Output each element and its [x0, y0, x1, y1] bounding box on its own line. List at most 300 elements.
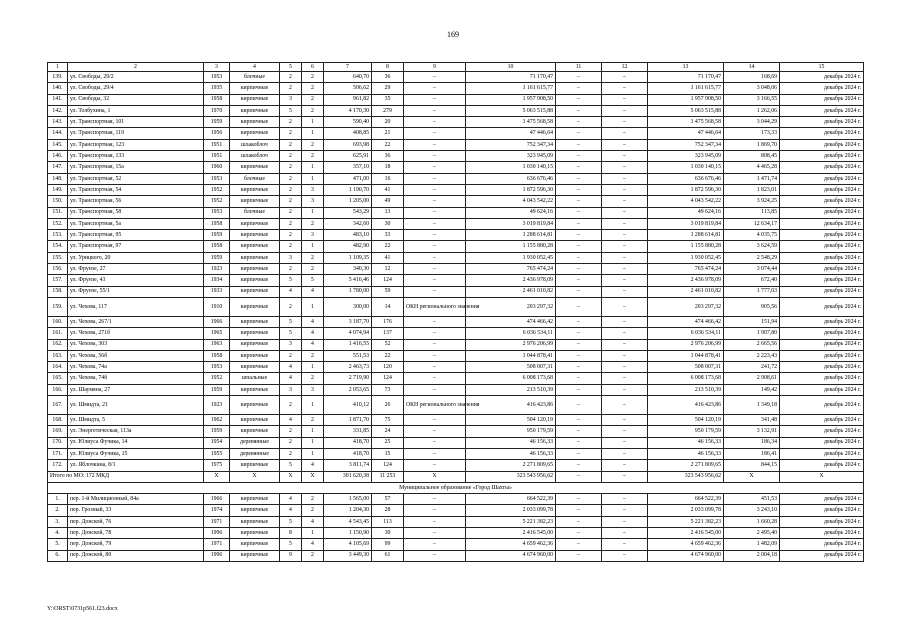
cell-col-2: ул. Свободы, 32	[68, 94, 204, 105]
cell-col-15: декабрь 2024 г.	[780, 373, 864, 384]
cell-col-3: 1971	[204, 539, 230, 550]
cell-col-2: пер. Донской, 76	[68, 516, 204, 527]
cell-col-3: 1965	[204, 328, 230, 339]
cell-col-1: 146.	[48, 151, 68, 162]
cell-col-1: 158.	[48, 286, 68, 297]
cell-col-7: 4 170,30	[324, 105, 372, 116]
cell-col-13: 2 976 206,99	[648, 339, 724, 350]
cell-col-9: –	[404, 139, 466, 150]
cell-col-7: 4 543,45	[324, 516, 372, 527]
cell-col-10: 664 522,39	[466, 494, 556, 505]
cell-col-11: –	[556, 241, 602, 252]
cell-col-14: 2 223,43	[724, 350, 780, 361]
cell-col-2: ул. Транспортная, 101	[68, 117, 204, 128]
cell-col-2: ул. Чехова, 74а	[68, 362, 204, 373]
cell-col-12: –	[602, 339, 648, 350]
cell-col-5: 4	[280, 415, 302, 426]
cell-col-4: блочные	[230, 207, 280, 218]
cell-col-10: 4 674 960,00	[466, 550, 556, 561]
cell-col-5: 5	[280, 63, 302, 72]
cell-col-2: ул. Чехова, 303	[68, 339, 204, 350]
cell-col-9: –	[404, 516, 466, 527]
cell-col-3: 1975	[204, 460, 230, 471]
cell-col-7: 2 053,65	[324, 384, 372, 395]
cell-col-1: 150.	[48, 196, 68, 207]
cell-col-4: кирпичные	[230, 286, 280, 297]
cell-col-11: –	[556, 460, 602, 471]
cell-col-14: 672,40	[724, 275, 780, 286]
cell-col-4: кирпичные	[230, 316, 280, 327]
cell-col-9: –	[404, 128, 466, 139]
cell-col-14: 3 048,06	[724, 83, 780, 94]
cell-col-15: декабрь 2024 г.	[780, 350, 864, 361]
cell-col-6: 2	[302, 415, 324, 426]
cell-col-9: –	[404, 415, 466, 426]
cell-col-8: 22	[372, 241, 404, 252]
cell-col-5: 2	[280, 241, 302, 252]
cell-col-13: 416 423,86	[648, 396, 724, 415]
cell-col-14: 3 924,25	[724, 196, 780, 207]
cell-col-3: 1966	[204, 494, 230, 505]
cell-col-5: 4	[280, 505, 302, 516]
cell-col-1: 164.	[48, 362, 68, 373]
cell-col-6: 4	[302, 460, 324, 471]
housing-register-table	[47, 62, 864, 562]
cell-col-9: –	[404, 362, 466, 373]
cell-col-6: 2	[302, 264, 324, 275]
cell-col-10: 2 436 978,09	[466, 275, 556, 286]
cell-col-1: 160.	[48, 316, 68, 327]
cell-col-13: 1 030 140,15	[648, 162, 724, 173]
cell-col-6: 1	[302, 527, 324, 538]
header-row	[48, 63, 864, 72]
cell-col-2: ул. Транспортная, 56	[68, 196, 204, 207]
cell-col-3: 1974	[204, 505, 230, 516]
cell-col-11: –	[556, 252, 602, 263]
total-cell: X	[230, 471, 280, 482]
cell-col-1: 139.	[48, 72, 68, 83]
cell-col-15: декабрь 2024 г.	[780, 83, 864, 94]
cell-col-13: 1 872 596,30	[648, 184, 724, 195]
cell-col-9: –	[404, 184, 466, 195]
cell-col-12: –	[602, 373, 648, 384]
cell-col-3: 1959	[204, 117, 230, 128]
cell-col-1: 6.	[48, 550, 68, 561]
cell-col-14: 2 495,40	[724, 527, 780, 538]
cell-col-6: 2	[302, 94, 324, 105]
cell-col-12: –	[602, 527, 648, 538]
cell-col-13: 1 161 615,77	[648, 83, 724, 94]
cell-col-7: 3 449,30	[324, 550, 372, 561]
cell-col-11: 11	[556, 63, 602, 72]
cell-col-6: 2	[302, 139, 324, 150]
cell-col-4: кирпичные	[230, 94, 280, 105]
cell-col-15: декабрь 2024 г.	[780, 162, 864, 173]
cell-col-10: 2 461 010,82	[466, 286, 556, 297]
cell-col-11: –	[556, 264, 602, 275]
cell-col-8: 52	[372, 339, 404, 350]
cell-col-11: –	[556, 550, 602, 561]
cell-col-14: 149,42	[724, 384, 780, 395]
cell-col-12: –	[602, 460, 648, 471]
cell-col-8: 21	[372, 128, 404, 139]
cell-col-3: 1923	[204, 396, 230, 415]
cell-col-2: ул. Фрунзе, 43	[68, 275, 204, 286]
cell-col-8: 25	[372, 437, 404, 448]
cell-col-4: кирпичные	[230, 350, 280, 361]
cell-col-7: 3 187,70	[324, 316, 372, 327]
cell-col-1: 140.	[48, 83, 68, 94]
cell-col-9: –	[404, 286, 466, 297]
cell-col-15: декабрь 2024 г.	[780, 460, 864, 471]
cell-col-14: 1 823,01	[724, 184, 780, 195]
cell-col-5: 2	[280, 230, 302, 241]
cell-col-6: 4	[302, 339, 324, 350]
cell-col-5: 2	[280, 264, 302, 275]
cell-col-13: 752 347,34	[648, 139, 724, 150]
cell-col-3: 1953	[204, 72, 230, 83]
cell-col-6: 5	[302, 275, 324, 286]
cell-col-11: –	[556, 173, 602, 184]
cell-col-8: 18	[372, 162, 404, 173]
cell-col-8: 57	[372, 494, 404, 505]
cell-col-4: кирпичные	[230, 426, 280, 437]
cell-col-15: декабрь 2024 г.	[780, 297, 864, 316]
cell-col-10: 4 043 542,22	[466, 196, 556, 207]
total-cell: 323 543 956,62	[648, 471, 724, 482]
cell-col-9: –	[404, 426, 466, 437]
cell-col-7: 482,90	[324, 241, 372, 252]
table-row	[48, 241, 864, 252]
cell-col-10: 950 179,59	[466, 426, 556, 437]
cell-col-9: –	[404, 494, 466, 505]
cell-col-1: 172.	[48, 460, 68, 471]
cell-col-8: 137	[372, 328, 404, 339]
cell-col-8: 29	[372, 83, 404, 94]
cell-col-9: –	[404, 527, 466, 538]
cell-col-6: 1	[302, 128, 324, 139]
cell-col-4: блочные	[230, 72, 280, 83]
cell-col-11: –	[556, 72, 602, 83]
cell-col-14: 1 262,06	[724, 105, 780, 116]
cell-col-7: 1 204,30	[324, 505, 372, 516]
cell-col-13: 1 930 052,45	[648, 252, 724, 263]
table-row	[48, 426, 864, 437]
cell-col-4: шлакоблоч	[230, 139, 280, 150]
cell-col-13: 4 043 542,22	[648, 196, 724, 207]
cell-col-10: 1 475 568,58	[466, 117, 556, 128]
cell-col-4: кирпичные	[230, 396, 280, 415]
cell-col-6: 3	[302, 230, 324, 241]
cell-col-9: –	[404, 275, 466, 286]
cell-col-14: 113,85	[724, 207, 780, 218]
cell-col-11: –	[556, 516, 602, 527]
cell-col-1: 168.	[48, 415, 68, 426]
cell-col-13: 46 156,33	[648, 437, 724, 448]
cell-col-12: –	[602, 297, 648, 316]
cell-col-11: –	[556, 350, 602, 361]
cell-col-6: 2	[302, 550, 324, 561]
cell-col-12: –	[602, 139, 648, 150]
cell-col-5: 2	[280, 128, 302, 139]
cell-col-14: 4 465,28	[724, 162, 780, 173]
cell-col-11: –	[556, 384, 602, 395]
cell-col-12: –	[602, 230, 648, 241]
cell-col-3: 1910	[204, 297, 230, 316]
total-cell: X	[404, 471, 466, 482]
cell-col-1: 143.	[48, 117, 68, 128]
cell-col-14: 241,72	[724, 362, 780, 373]
cell-col-5: 2	[280, 83, 302, 94]
cell-col-12: –	[602, 162, 648, 173]
cell-col-2: ул. Транспортная, 119	[68, 128, 204, 139]
cell-col-3: 1952	[204, 196, 230, 207]
cell-col-15: декабрь 2024 г.	[780, 230, 864, 241]
cell-col-9: –	[404, 505, 466, 516]
cell-col-6: 4	[302, 328, 324, 339]
cell-col-11: –	[556, 105, 602, 116]
cell-col-7: 1 565,00	[324, 494, 372, 505]
cell-col-15: декабрь 2024 г.	[780, 218, 864, 229]
cell-col-12: –	[602, 275, 648, 286]
cell-col-6: 4	[302, 286, 324, 297]
cell-col-13: 2 271 809,65	[648, 460, 724, 471]
cell-col-13: 13	[648, 63, 724, 72]
cell-col-1: 171.	[48, 448, 68, 459]
cell-col-10: 474 466,42	[466, 316, 556, 327]
cell-col-10: 49 624,16	[466, 207, 556, 218]
cell-col-9: –	[404, 230, 466, 241]
table-row	[48, 505, 864, 516]
cell-col-5: 2	[280, 437, 302, 448]
cell-col-5: 4	[280, 362, 302, 373]
cell-col-12: –	[602, 494, 648, 505]
cell-col-2: ул. Чехова, 271б	[68, 328, 204, 339]
cell-col-2: ул. Свободы, 29/2	[68, 72, 204, 83]
cell-col-13: 46 156,33	[648, 448, 724, 459]
cell-col-15: декабрь 2024 г.	[780, 362, 864, 373]
cell-col-13: 1 288 614,81	[648, 230, 724, 241]
cell-col-3: 1959	[204, 252, 230, 263]
cell-col-15: декабрь 2024 г.	[780, 527, 864, 538]
cell-col-2: ул. Яблочкина, 8/1	[68, 460, 204, 471]
cell-col-13: 49 624,16	[648, 207, 724, 218]
cell-col-7: 471,00	[324, 173, 372, 184]
table-row	[48, 373, 864, 384]
cell-col-1: 3.	[48, 516, 68, 527]
cell-col-10: 6 036 534,11	[466, 328, 556, 339]
cell-col-13: 2 033 099,78	[648, 505, 724, 516]
cell-col-6: 1	[302, 396, 324, 415]
cell-col-11: –	[556, 396, 602, 415]
cell-col-2: ул. Транспортная, 52	[68, 173, 204, 184]
cell-col-9: –	[404, 173, 466, 184]
cell-col-5: 5	[280, 539, 302, 550]
cell-col-10: 10	[466, 63, 556, 72]
cell-col-12: –	[602, 196, 648, 207]
cell-col-4: шлакоблоч	[230, 151, 280, 162]
cell-col-15: декабрь 2024 г.	[780, 328, 864, 339]
cell-col-15: декабрь 2024 г.	[780, 241, 864, 252]
cell-col-7: 408,85	[324, 128, 372, 139]
cell-col-2: ул. Транспортная, 58	[68, 207, 204, 218]
cell-col-5: 2	[280, 151, 302, 162]
cell-col-3: 1959	[204, 426, 230, 437]
cell-col-9: –	[404, 550, 466, 561]
cell-col-11: –	[556, 117, 602, 128]
cell-col-1: 151.	[48, 207, 68, 218]
cell-col-4: кирпичные	[230, 117, 280, 128]
cell-col-7: 693,98	[324, 139, 372, 150]
cell-col-7: 410,12	[324, 396, 372, 415]
cell-col-11: –	[556, 230, 602, 241]
total-cell: 301 620,38	[324, 471, 372, 482]
cell-col-12: –	[602, 151, 648, 162]
cell-col-7: 961,82	[324, 94, 372, 105]
cell-col-11: –	[556, 328, 602, 339]
cell-col-12: –	[602, 264, 648, 275]
cell-col-3: 1955	[204, 448, 230, 459]
cell-col-6: 2	[302, 373, 324, 384]
cell-col-5: 2	[280, 218, 302, 229]
cell-col-10: 636 676,46	[466, 173, 556, 184]
cell-col-14: 186,34	[724, 437, 780, 448]
cell-col-5: 5	[280, 516, 302, 527]
cell-col-12: 12	[602, 63, 648, 72]
cell-col-8: 99	[372, 539, 404, 550]
cell-col-2: 2	[68, 63, 204, 72]
cell-col-15: декабрь 2024 г.	[780, 396, 864, 415]
cell-col-11: –	[556, 94, 602, 105]
cell-col-8: 14	[372, 297, 404, 316]
cell-col-7: 4 074,94	[324, 328, 372, 339]
cell-col-2: ул. Толбухина, 1	[68, 105, 204, 116]
cell-col-15: декабрь 2024 г.	[780, 539, 864, 550]
table-row	[48, 207, 864, 218]
cell-col-2: ул. Транспортная, 5а	[68, 218, 204, 229]
cell-col-1: 166.	[48, 384, 68, 395]
cell-col-9: –	[404, 151, 466, 162]
cell-col-1: 167.	[48, 396, 68, 415]
cell-col-12: –	[602, 415, 648, 426]
cell-col-1: 162.	[48, 339, 68, 350]
table-row	[48, 72, 864, 83]
cell-col-11: –	[556, 316, 602, 327]
cell-col-11: –	[556, 426, 602, 437]
cell-col-12: –	[602, 105, 648, 116]
file-path-footer: Y:\ORST\0731p561.f23.docx	[47, 606, 118, 612]
cell-col-5: 4	[280, 494, 302, 505]
cell-col-9: –	[404, 72, 466, 83]
cell-col-8: 124	[372, 373, 404, 384]
cell-col-3: 1952	[204, 184, 230, 195]
cell-col-4: кирпичные	[230, 105, 280, 116]
cell-col-12: –	[602, 426, 648, 437]
table-row	[48, 384, 864, 395]
cell-col-7: 506,62	[324, 83, 372, 94]
cell-col-8: 12	[372, 264, 404, 275]
table-row	[48, 362, 864, 373]
cell-col-9: –	[404, 196, 466, 207]
cell-col-9: –	[404, 207, 466, 218]
cell-col-1: 1.	[48, 494, 68, 505]
cell-col-3: 1962	[204, 415, 230, 426]
cell-col-4: блочные	[230, 173, 280, 184]
table-row	[48, 350, 864, 361]
cell-col-4: кирпичные	[230, 297, 280, 316]
cell-col-2: ул. Шаумяна, 27	[68, 384, 204, 395]
cell-col-1: 161.	[48, 328, 68, 339]
cell-col-2: пер. Донской, 80	[68, 550, 204, 561]
cell-col-3: 1953	[204, 362, 230, 373]
cell-col-5: 2	[280, 297, 302, 316]
cell-col-4: шпальные	[230, 373, 280, 384]
cell-col-10: 508 007,31	[466, 362, 556, 373]
cell-col-9: –	[404, 316, 466, 327]
cell-col-5: 5	[280, 275, 302, 286]
cell-col-2: пер. Донской, 78	[68, 527, 204, 538]
cell-col-1: 4.	[48, 527, 68, 538]
cell-col-1: 154.	[48, 241, 68, 252]
cell-col-15: декабрь 2024 г.	[780, 151, 864, 162]
cell-col-12: –	[602, 539, 648, 550]
table-row	[48, 275, 864, 286]
cell-col-14: 1 482,09	[724, 539, 780, 550]
cell-col-1: 149.	[48, 184, 68, 195]
cell-col-3: 1971	[204, 516, 230, 527]
table-row	[48, 316, 864, 327]
cell-col-6: 2	[302, 494, 324, 505]
cell-col-7: 1 205,00	[324, 196, 372, 207]
cell-col-2: ул. Шмидта, 21	[68, 396, 204, 415]
cell-col-14: 12 634,17	[724, 218, 780, 229]
table-row	[48, 297, 864, 316]
cell-col-9: –	[404, 105, 466, 116]
cell-col-15: декабрь 2024 г.	[780, 426, 864, 437]
cell-col-6: 1	[302, 207, 324, 218]
cell-col-12: –	[602, 184, 648, 195]
cell-col-7: 2 719,90	[324, 373, 372, 384]
cell-col-6: 1	[302, 426, 324, 437]
cell-col-14: 2 548,29	[724, 252, 780, 263]
cell-col-7: 1 416,55	[324, 339, 372, 350]
cell-col-10: 504 120,19	[466, 415, 556, 426]
cell-col-3: 1966	[204, 316, 230, 327]
cell-col-5: 5	[280, 328, 302, 339]
cell-col-2: ул. Чехова, 74б	[68, 373, 204, 384]
cell-col-8: 28	[372, 505, 404, 516]
cell-col-10: 47 446,64	[466, 128, 556, 139]
cell-col-2: ул. Фрунзе, 55/1	[68, 286, 204, 297]
cell-col-12: –	[602, 396, 648, 415]
cell-col-9: –	[404, 448, 466, 459]
cell-col-15: 15	[780, 63, 864, 72]
cell-col-14: 2 665,56	[724, 339, 780, 350]
cell-col-13: 4 674 960,00	[648, 550, 724, 561]
cell-col-4: кирпичные	[230, 494, 280, 505]
cell-col-11: –	[556, 151, 602, 162]
cell-col-15: декабрь 2024 г.	[780, 173, 864, 184]
cell-col-10: 2 416 545,00	[466, 527, 556, 538]
cell-col-8: 279	[372, 105, 404, 116]
cell-col-8: 73	[372, 384, 404, 395]
cell-col-14: 4 035,75	[724, 230, 780, 241]
cell-col-11: –	[556, 494, 602, 505]
cell-col-15: декабрь 2024 г.	[780, 72, 864, 83]
cell-col-5: 2	[280, 396, 302, 415]
table-row	[48, 527, 864, 538]
table-row	[48, 94, 864, 105]
